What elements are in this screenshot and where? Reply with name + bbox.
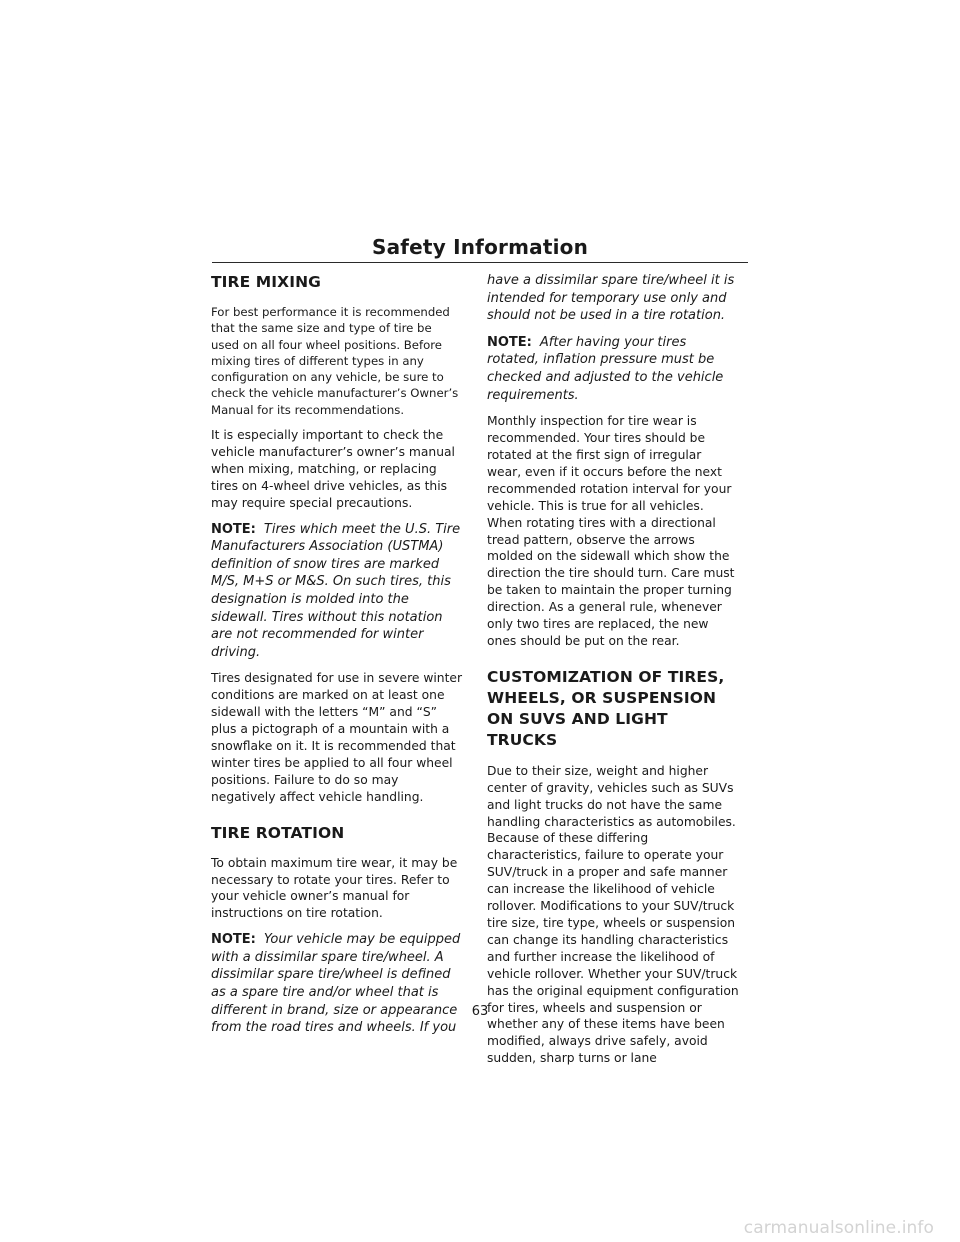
note-continued: have a dissimilar spare tire/wheel it is intended for temporary use only and should not be used in a tire rotation. — [487, 273, 735, 324]
note-text: After having your tires rotated, inflation pressure must be checked and adjusted to the vehicle requirements. — [487, 334, 724, 403]
tire-rotation-heading: TIRE ROTATION — [211, 823, 345, 842]
watermark: carmanualsonline.info — [743, 1218, 934, 1238]
note-text: Your vehicle may be equipped with a dissimilar spare tire/wheel. A dissimilar spare tire/wheel is defined as a spare tire and/or wheel that is different in brand, size or appearance from the road tires and wheels. If you — [211, 932, 461, 1036]
tire-rotation-note — [211, 931, 463, 1037]
rotation-inflation-note — [487, 334, 739, 404]
page-number: 63 — [471, 1004, 489, 1019]
tire-mixing-note — [211, 521, 463, 662]
customization-paragraph-1: Due to their size, weight and higher center of gravity, vehicles such as SUVs and light trucks do not have the same handling characteristics as automobiles. Because of these differing characteristics, failure to operate your SUV/truck in a proper and safe manner can increase the likelihood of vehicle rollover. Modifications to your SUV/truck tire size, tire type, wheels or suspension can change its handling characteristics and further increase the likelihood of vehicle rollover. Whether your SUV/truck has the original equipment configuration for tires, wheels and suspension or whether any of these items have been modified, always drive safely, avoid sudden, sharp turns or lane — [487, 763, 739, 1066]
page-header — [212, 232, 748, 263]
left-column — [211, 272, 463, 1046]
tire-rotation-paragraph-1: To obtain maximum tire wear, it may be necessary to rotate your tires. Refer to your vehicle owner’s manual for instructions on tire rotation. — [211, 855, 458, 921]
tire-mixing-paragraph-1: For best performance it is recommended that the same size and type of tire be used on all four wheel positions. Before mixing tires of different types in any configuration on any vehicle, be sure to check the vehicle manufacturer’s Owner’s Manual for its recommendations. — [211, 305, 459, 417]
monthly-inspection-paragraph: Monthly inspection for tire wear is recommended. Your tires should be rotated at the first sign of irregular wear, even if it occurs before the next recommended rotation interval for your vehicle. This is true for all vehicles. When rotating tires with a directional tread pattern, observe the arrows molded on the sidewall which show the direction the tire should turn. Care must be taken to maintain the proper turning direction. As a general rule, whenever only two tires are replaced, the new ones should be put on the rear. — [487, 414, 735, 648]
section-title: Safety Information — [371, 235, 589, 259]
note-label: NOTE: — [487, 334, 532, 350]
note-text: Tires which meet the U.S. Tire Manufacturers Association (USTMA) definition of snow tires are marked M/S, M+S or M&S. On such tires, this designation is molded into the sidewall. Tires without this notation are not recommended for winter driving. — [211, 521, 461, 660]
tire-mixing-paragraph-2: It is especially important to check the vehicle manufacturer’s owner’s manual when mixing, matching, or replacing tires on 4-wheel drive vehicles, as this may require special precautions. — [211, 428, 455, 510]
note-label: NOTE: — [211, 521, 256, 537]
right-column — [487, 272, 739, 1076]
customization-heading: CUSTOMIZATION OF TIRES, WHEELS, OR SUSPENSION ON SUVS AND LIGHT TRUCKS — [487, 667, 725, 749]
note-label: NOTE: — [211, 932, 256, 948]
tire-mixing-paragraph-3: Tires designated for use in severe winter conditions are marked on at least one sidewall with the letters “M” and “S” plus a pictograph of a mountain with a snowflake on it. It is recommended that winter tires be applied to all four wheel positions. Failure to do so may negatively affect vehicle handling. — [211, 671, 463, 804]
tire-mixing-heading: TIRE MIXING — [211, 273, 321, 291]
